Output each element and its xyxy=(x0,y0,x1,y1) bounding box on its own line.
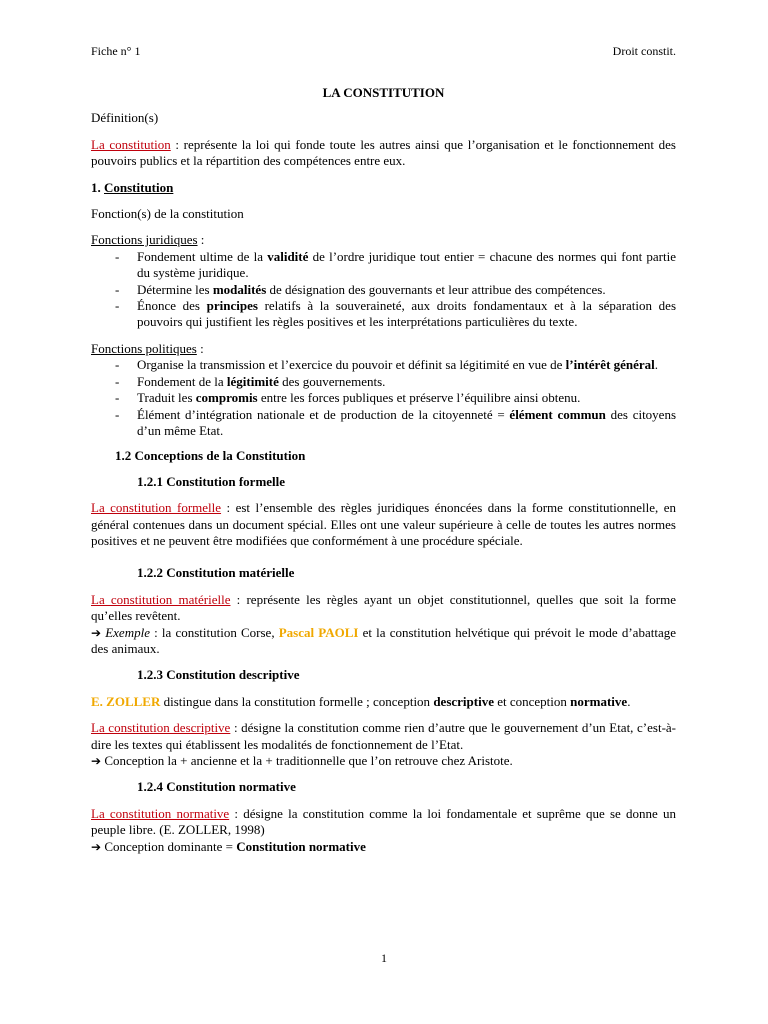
functions-label: Fonction(s) de la constitution xyxy=(91,206,244,222)
example-paragraph: ➔ Exemple : la constitution Corse, Pascal PAOLI et la constitution helvétique qui prévoit le mode d’abattage des animaux. xyxy=(91,624,676,656)
politiques-label: Fonctions politiques : xyxy=(91,340,204,356)
section-1-2-1-heading: 1.2.1 Constitution formelle xyxy=(137,473,286,489)
header-right: Droit constit. xyxy=(612,44,676,58)
section-1-2-4-heading: 1.2.4 Constitution normative xyxy=(137,779,296,795)
name-paoli: Pascal PAOLI xyxy=(278,624,359,640)
list-item: - Fondement ultime de la validité de l’ordre juridique tout entier = chacune des normes qui font partie du système juridique. xyxy=(115,248,676,281)
term-formelle: La constitution formelle xyxy=(91,500,222,516)
term-constitution: La constitution xyxy=(91,136,171,152)
page-number: 1 xyxy=(381,951,387,965)
politiques-list xyxy=(91,357,676,439)
list-item: - Traduit les compromis entre les forces publiques et préserve l’équilibre ainsi obtenu. xyxy=(115,390,581,406)
list-item: - Fondement de la légitimité des gouvernements. xyxy=(115,373,386,389)
arrow-icon: ➔ xyxy=(91,754,102,768)
arrow-icon: ➔ xyxy=(91,839,102,854)
juridiques-list xyxy=(91,249,676,331)
zoller-paragraph: E. ZOLLER distingue dans la constitution formelle ; conception descriptive et conception normative. xyxy=(91,693,631,709)
section-1-2-3-heading: 1.2.3 Constitution descriptive xyxy=(137,667,300,683)
normative-conclusion: ➔ Conception dominante = Constitution normative xyxy=(91,838,366,854)
descriptive-conclusion: ➔ Conception la + ancienne et la + traditionnelle que l’on retrouve chez Aristote. xyxy=(91,753,513,768)
formelle-paragraph: La constitution formelle : est l’ensemble des règles juridiques énoncées dans la forme constitutionnelle, en général contenues dans un document spécial. Elles ont une valeur supérieure à celle de toutes les autres normes positives et ne peuvent être modifiées que conformément à une procédure spéciale. xyxy=(91,500,676,548)
section-1-2-2-heading: 1.2.2 Constitution matérielle xyxy=(137,565,295,581)
term-materielle: La constitution matérielle xyxy=(91,591,231,607)
list-item: - Détermine les modalités de désignation des gouvernants et leur attribue des compétences. xyxy=(115,281,606,297)
juridiques-label: Fonctions juridiques : xyxy=(91,232,205,248)
descriptive-paragraph: La constitution descriptive : désigne la constitution comme rien d’autre que le gouvernement d’un Etat, c’est-à-dire les textes qui établissent les modalités de fonctionnement de l’Etat. xyxy=(91,720,677,752)
materielle-paragraph: La constitution matérielle : représente les règles ayant un objet constitutionnel, quelles que soit la forme qu’elles revêtent. xyxy=(91,591,676,624)
definition-paragraph: La constitution : représente la loi qui fonde toute les autres ainsi que l’organisation et le fonctionnement des pouvoirs publics et la répartition des compétences entre eux. xyxy=(91,136,676,169)
list-item: - Organise la transmission et l’exercice du pouvoir et définit sa légitimité en vue de l’intérêt général. xyxy=(115,357,659,373)
term-descriptive: La constitution descriptive xyxy=(91,720,231,736)
term-normative: La constitution normative xyxy=(91,805,230,821)
page-title: LA CONSTITUTION xyxy=(322,85,445,100)
arrow-icon: ➔ xyxy=(91,625,102,640)
list-item: - Élément d’intégration nationale et de production de la citoyenneté = élément commun des citoyens d’un même Etat. xyxy=(115,406,677,438)
document-body xyxy=(91,85,676,855)
header-left: Fiche n° 1 xyxy=(91,44,141,58)
definitions-label: Définition(s) xyxy=(91,110,159,126)
section-1-heading: 1. Constitution xyxy=(91,179,174,195)
name-zoller: E. ZOLLER xyxy=(91,693,161,709)
list-item: - Énonce des principes relatifs à la souveraineté, aux droits fondamentaux et à la séparation des pouvoirs qui justifient les règles positives et les interprétations particulières du texte. xyxy=(115,298,676,330)
normative-paragraph: La constitution normative : désigne la constitution comme la loi fondamentale et suprême que se donne un peuple libre. (E. ZOLLER, 1998) xyxy=(91,805,676,838)
section-1-2-heading: 1.2 Conceptions de la Constitution xyxy=(115,448,306,464)
